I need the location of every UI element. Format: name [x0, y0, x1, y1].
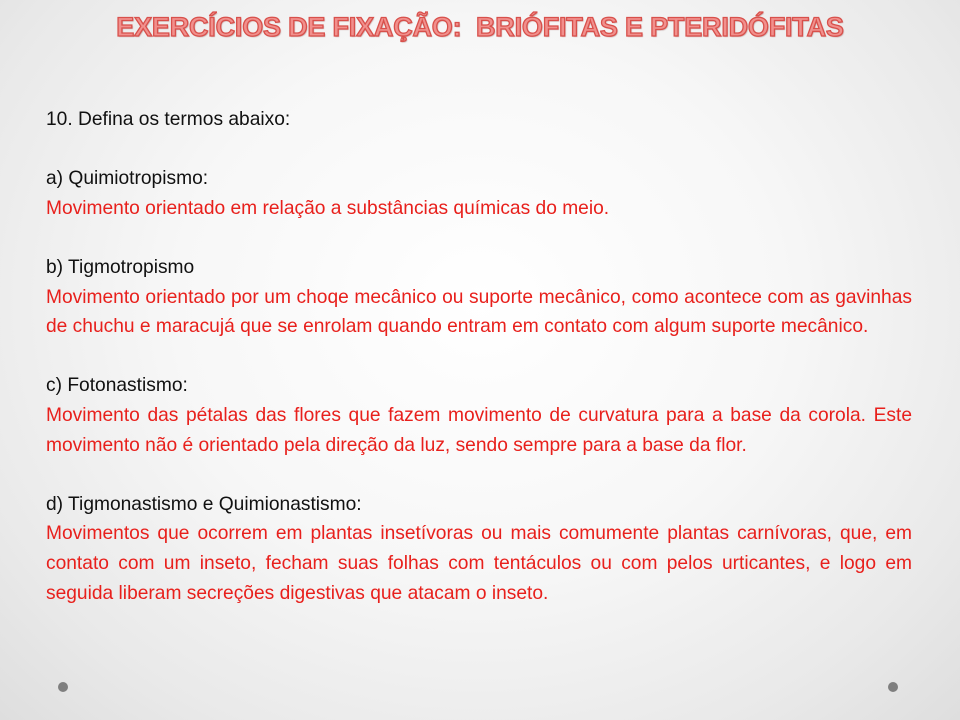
- term-tigmotropismo: b) Tigmotropismo: [46, 256, 195, 278]
- slide-content: [46, 105, 912, 608]
- answer-tigmonastismo: Movimentos que ocorrem em plantas insetívoras ou mais comumente plantas carnívoras, que, em contato com um inseto, fecham suas folhas com tentáculos ou com pelos urticantes, e logo em seguida liberam secreções digestivas que atacam o inseto.: [46, 523, 912, 604]
- question-text: 10. Defina os termos abaixo:: [46, 109, 291, 130]
- term-tigmonastismo: d) Tigmonastismo e Quimionastismo:: [46, 493, 362, 515]
- answer-tigmotropismo: Movimento orientado por um choqe mecânico ou suporte mecânico, como acontece com as gavinhas de chuchu e maracujá que se enrolam quando entram em contato com algum suporte mecânico.: [46, 286, 912, 338]
- spacer: [46, 460, 912, 490]
- answer-fotonastismo: Movimento das pétalas das flores que fazem movimento de curvatura para a base da corola. Este movimento não é orientado pela direção da luz, sendo sempre para a base da flor.: [46, 404, 912, 456]
- term-quimiotropismo: a) Quimiotropismo:: [46, 168, 209, 190]
- slide-title: EXERCÍCIOS DE FIXAÇÃO: BRIÓFITAS E PTERIDÓFITAS: [116, 12, 844, 42]
- spacer: [46, 135, 912, 165]
- spacer: [46, 223, 912, 253]
- term-fotonastismo: c) Fotonastismo:: [46, 375, 188, 397]
- spacer: [46, 342, 912, 372]
- answer-quimiotropismo: Movimento orientado em relação a substâncias químicas do meio.: [46, 197, 610, 219]
- decorative-dot-left-icon: [58, 682, 68, 692]
- decorative-dot-right-icon: [888, 682, 898, 692]
